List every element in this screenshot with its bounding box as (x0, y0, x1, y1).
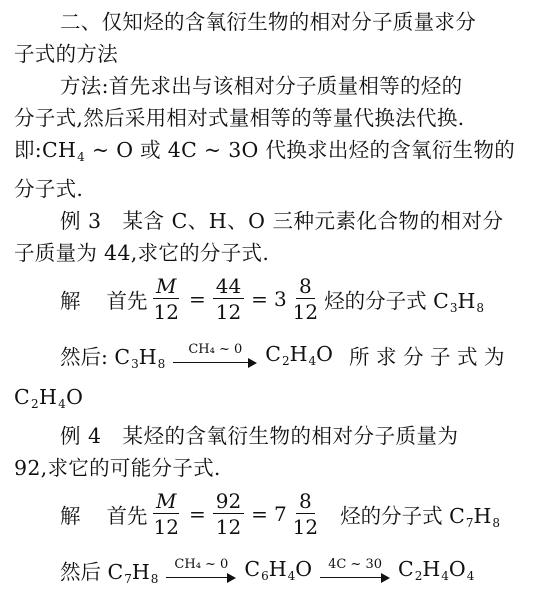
method-line3-sub: 4 (77, 150, 86, 164)
example4-title-line2: 92,求它的可能分子式. (14, 456, 221, 480)
example3-fraction-44: $\frac{44}{12}$ (213, 276, 244, 322)
example4-then-row (14, 544, 531, 596)
example4-intermediate: $C_6H_4O$ (244, 557, 313, 583)
right-arrow-icon (173, 358, 257, 368)
example3-title-line1: 例 3 某含 C、H、O 三种元素化合物的相对分 (60, 209, 504, 233)
example4-reaction-arrow-2: 4C ~ 30 (320, 558, 390, 583)
method-line3 (14, 134, 531, 173)
right-arrow-icon (320, 573, 390, 583)
example3-then-row (14, 329, 531, 381)
example4-final-product: $C_2H_4O_4$ (398, 557, 475, 583)
example4-whole: 7 (273, 502, 287, 526)
example4-reaction-arrow-1: CH₄ ~ 0 (166, 558, 236, 583)
method-line2: 分子式,然后采用相对式量相等的等量代换法代换. (14, 106, 465, 130)
example4-solution-row (14, 484, 531, 544)
example3-whole: 3 (273, 287, 287, 311)
section-heading-line1: 二、仅知烃的含氧衍生物的相对分子质量求分 (60, 10, 476, 34)
method-line3-pre: 即:CH (14, 138, 77, 162)
right-arrow-icon (166, 573, 236, 583)
example3-product: $C_2H_4O$ (265, 342, 333, 368)
example4-equals-1: = (188, 502, 206, 526)
example4-equals-2: = (251, 502, 268, 526)
example3-reaction-arrow: CH₄ ~ 0 (173, 343, 257, 368)
example4-result: 烃的分子式 $C_7H_8$ (340, 503, 500, 530)
example4-solve-label: 解 (60, 504, 81, 528)
example4-fraction-8: $\frac{8}{12}$ (292, 489, 319, 539)
example4-first-label: 首先 (106, 504, 148, 528)
example3-title-line2: 子质量为 44,求它的分子式. (14, 241, 270, 265)
example3-result: 烃的分子式 $C_3H_8$ (324, 288, 484, 315)
example3-equals-1: = (188, 287, 206, 311)
example3-solution-row (14, 269, 531, 329)
example4-fraction-m: $\frac{M}{12}$ (153, 489, 179, 539)
method-line1: 方法:首先求出与该相对分子质量相等的烃的 (60, 74, 463, 98)
example3-solve-label: 解 (60, 289, 81, 313)
example3-equals-2: = (251, 287, 268, 311)
method-line3-post: ~ O 或 4C ~ 3O 代换求出烃的含氧衍生物的 (85, 138, 516, 162)
example3-fraction-8: $\frac{8}{12}$ (292, 274, 319, 324)
example4-fraction-92: $\frac{92}{12}$ (213, 491, 244, 537)
example4-title-line1: 例 4 某烃的含氧衍生物的相对分子质量为 (60, 424, 459, 448)
example3-conclusion: 所 求 分 子 式 为 (348, 345, 505, 369)
example3-first-label: 首先 (106, 289, 148, 313)
example3-final-formula: $C_2H_4O$ (14, 385, 84, 411)
example4-then-formula: 然后 $C_7H_8$ (60, 559, 159, 586)
method-line4: 分子式. (14, 177, 84, 201)
example3-fraction-m: $\frac{M}{12}$ (153, 274, 179, 324)
example3-then-formula: 然后: $C_3H_8$ (60, 344, 166, 371)
section-heading-line2: 子式的方法 (14, 42, 118, 66)
